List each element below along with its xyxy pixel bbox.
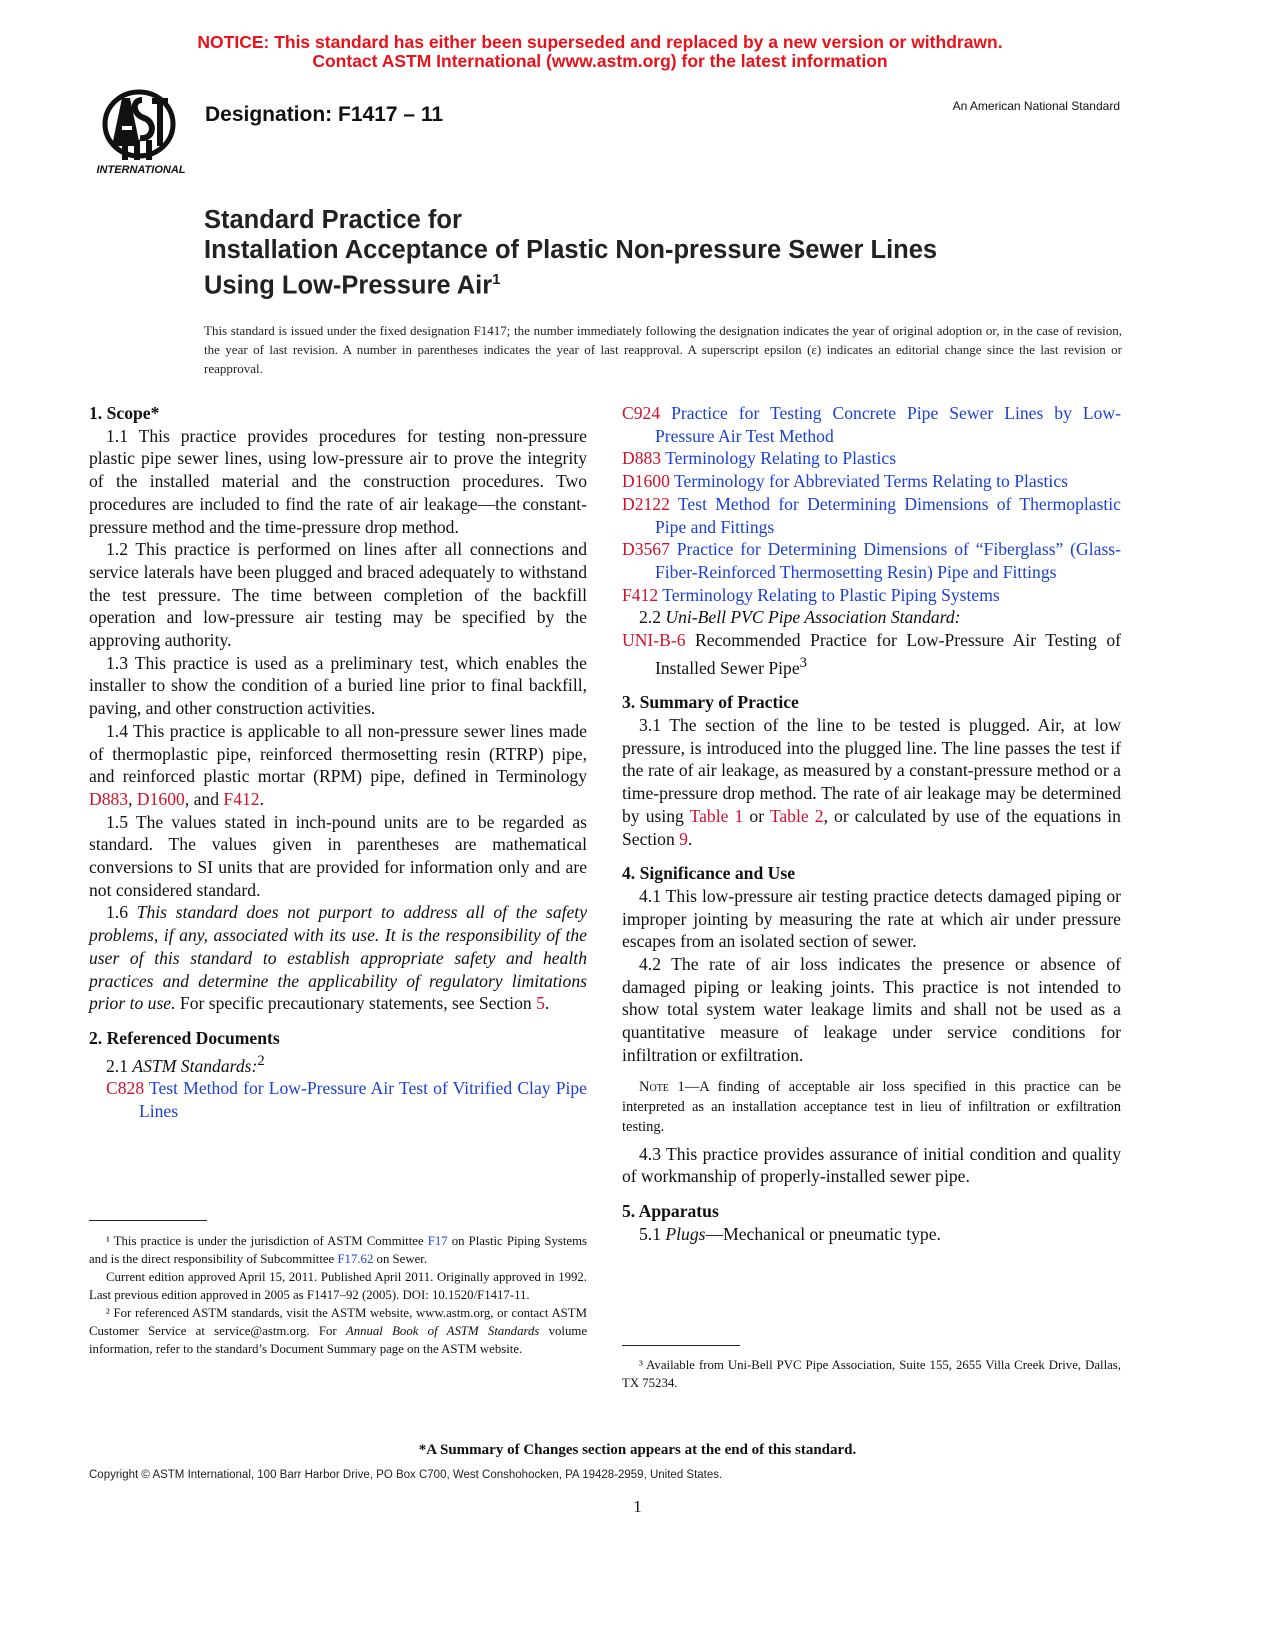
fn-text: on Sewer. [373,1252,428,1266]
conj: or [743,805,770,826]
ref-d883[interactable] [622,447,1121,470]
note-text: 1—A finding of acceptable air loss specified in this practice can be interpreted as an installation acceptance test in lieu of infiltration or exfiltration testing. [622,1078,1121,1135]
logo-text: INTERNATIONAL [96,164,186,176]
fn-text: ¹ This practice is under the jurisdiction of ASTM Committee [106,1234,428,1248]
period: . [544,993,550,1014]
para-5-1-text: —Mechanical or pneumatic type. [705,1223,941,1244]
sep: , and [184,788,224,809]
ref-code[interactable]: D2122 [622,493,670,514]
para-num: 5.1 [639,1223,666,1244]
link-f412[interactable]: F412 [223,788,260,809]
ref-d3567[interactable] [622,538,1121,583]
ref-title[interactable]: Practice for Testing Concrete Pipe Sewer Lines by Low-Pressure Air Test Method [655,403,1121,446]
ref-c924[interactable] [622,402,1121,447]
para-1-2: 1.2 This practice is performed on lines after all connections and service laterals have been plugged and braced adequately to withstand the test pressure. The time between completion of the backfill operation and low-pressure air testing may be specified by the approving authority. [89,539,587,651]
para-1-6 [89,901,587,1015]
para-num: 2.1 [106,1055,133,1076]
title-footnote-mark[interactable]: 1 [492,271,501,288]
para-1-5: 1.5 The values stated in inch-pound units are to be regarded as standard. The values given in parentheses are mathematical conversions to SI units that are provided for information only and are not considered standard. [89,811,587,900]
para-4-2: 4.2 The rate of air loss indicates the presence or absence of damaged piping or leaking joints. This practice is not intended to show total system water leakage limits and shall not be used as a quantitative measure of leakage under service conditions for infiltration or exfiltration. [622,954,1121,1065]
ref-title[interactable]: Practice for Determining Dimensions of “Fiberglass” (Glass-Fiber-Reinforced Thermosetting Resin) Pipe and Fittings [655,539,1121,582]
period: . [259,788,265,809]
ref-code[interactable]: D3567 [622,539,670,560]
note-label: Note [639,1078,669,1095]
section-3-heading: 3. Summary of Practice [622,692,799,713]
summary-of-changes-note: *A Summary of Changes section appears at the end of this standard. [418,1442,857,1458]
note-1 [622,1077,1121,1137]
title-line-1: Standard Practice for [204,206,462,234]
para-1-3: 1.3 This practice is used as a preliminary test, which enables the installer to show the condition of a buried line prior to final backfill, paving, and other construction activities. [89,652,587,719]
para-1-6-text: For specific precautionary statements, see Section [175,993,537,1014]
ref-title[interactable]: Test Method for Determining Dimensions of Thermoplastic Pipe and Fittings [655,493,1121,537]
para-2-2 [622,606,1121,629]
period: . [687,828,693,849]
title-line-3-text: Using Low-Pressure Air [204,271,493,300]
para-num: 2.2 [639,607,666,628]
para-1-1: 1.1 This practice provides procedures for testing non-pressure plastic pipe sewer lines, using low-pressure air to prove the integrity of the installed material and the construction procedures. Two procedures are included to find the rate of air leakage—the constant-pressure method and the time-pressure drop method. [89,425,587,537]
link-section-9[interactable]: 9 [679,828,688,849]
astm-logo-icon [92,88,190,178]
fn-text: ² For referenced ASTM standards, visit the ASTM website, www.astm.org, or contact ASTM Customer Service at service@astm.org. For [89,1306,587,1338]
title-line-2: Installation Acceptance of Plastic Non-pressure Sewer Lines [204,236,938,264]
sep: , [128,788,137,809]
ref-code[interactable]: C828 [106,1078,145,1099]
section-1-heading: 1. Scope* [89,403,160,423]
plugs-term: Plugs [665,1223,706,1244]
para-2-1 [89,1050,587,1078]
footnote-divider-right [622,1345,740,1346]
ref-c828[interactable] [89,1077,587,1122]
ref-title[interactable]: Test Method for Low-Pressure Air Test of Vitrified Clay Pipe Lines [139,1078,587,1121]
link-section-5[interactable]: 5 [536,993,545,1014]
ref-code[interactable]: F412 [622,584,659,605]
footnotes-left [89,1232,587,1358]
para-5-1 [622,1223,1121,1246]
ref-code[interactable]: UNI-B-6 [622,630,686,651]
link-table-1[interactable]: Table 1 [689,805,744,826]
title-line-3 [204,265,937,301]
ref-code[interactable]: D1600 [622,471,670,492]
footnote-mark-2[interactable]: 2 [257,1052,265,1069]
ref-title[interactable]: Terminology Relating to Plastics [665,448,897,469]
section-5-heading: 5. Apparatus [622,1200,719,1221]
para-3-1-text: , or calculated by use of the equations in Section [622,805,1121,849]
left-column [89,402,587,1123]
page-number: 1 [633,1497,642,1516]
ref-f412[interactable] [622,584,1121,607]
astm-standards-label: ASTM Standards: [132,1055,258,1076]
fn-text: on Plastic Piping Systems and is the direct responsibility of Subcommittee [89,1234,588,1266]
para-4-1: 4.1 This low-pressure air testing practice detects damaged piping or improper jointing by measuring the rate at which air under pressure escapes from an isolated section of sewer. [622,885,1121,952]
unibell-label: Uni-Bell PVC Pipe Association Standard: [665,607,961,628]
ref-d2122[interactable] [622,493,1121,538]
link-f17-62[interactable]: F17.62 [337,1252,374,1266]
document-title [204,205,937,301]
footnote-mark-3[interactable]: 3 [799,654,807,671]
notice-line-1: NOTICE: This standard has either been superseded and replaced by a new version or withdrawn. [197,32,1003,52]
para-3-1-text: 3.1 The section of the line to be tested is plugged. Air, at low pressure, is introduced into the plugged line. The line passes the test if the rate of air leakage, as measured by a constant-pressure method or a time-pressure drop method. The rate of air leakage may be determined by using [622,715,1121,826]
ref-title[interactable]: Terminology for Abbreviated Terms Relating to Plastics [674,471,1068,492]
right-column [622,402,1121,1245]
ref-title[interactable]: Terminology Relating to Plastic Piping Systems [662,584,1000,605]
link-table-2[interactable]: Table 2 [769,805,824,826]
issued-note: This standard is issued under the fixed designation F1417; the number immediately following the designation indicates the year of original adoption or, in the case of revision, the year of last revision. A number in parentheses indicates the year of last reapproval. A superscript epsilon (ε) indicates an editorial change since the last revision or reapproval. [204,323,1122,376]
section-4-heading: 4. Significance and Use [622,863,796,884]
section-2-heading: 2. Referenced Documents [89,1027,280,1048]
notice-line-2: Contact ASTM International (www.astm.org) for the latest information [312,51,888,71]
safety-caveat: This standard does not purport to address all of the safety problems, if any, associated with its use. It is the responsibility of the user of this standard to establish appropriate safety and health practices and determine the applicability of regulatory limitations prior to use. [89,902,588,1014]
para-4-3: 4.3 This practice provides assurance of initial condition and quality of workmanship of properly-installed sewer pipe. [622,1143,1121,1187]
para-3-1 [622,714,1121,850]
fn-text: volume information, refer to the standard’s Document Summary page on the ASTM website. [89,1324,588,1356]
footnote-3: ³ Available from Uni-Bell PVC Pipe Association, Suite 155, 2655 Villa Creek Drive, Dallas, TX 75234. [622,1358,1121,1390]
ref-title: Recommended Practice for Low-Pressure Air Testing of Installed Sewer Pipe [655,630,1121,678]
link-f17[interactable]: F17 [427,1234,448,1248]
ref-code[interactable]: D883 [622,448,662,469]
link-d883[interactable]: D883 [89,788,129,809]
designation: Designation: F1417 – 11 [205,103,444,126]
footnote-divider [89,1220,207,1221]
ref-code[interactable]: C924 [622,403,661,423]
annual-book-title: Annual Book of ASTM Standards [345,1324,540,1338]
footnote-1 [89,1232,587,1268]
ref-d1600[interactable] [622,470,1121,493]
footnote-1-edition: Current edition approved April 15, 2011. Published April 2011. Originally approved in 1992. Last previous edition approved in 2005 as F1417–92 (2005). DOI: 10.1520/F1417-11. [89,1270,587,1302]
footnote-2 [89,1304,587,1358]
para-1-4-text: 1.4 This practice is applicable to all non-pressure sewer lines made of thermoplastic pipe, reinforced thermosetting resin (RTRP) pipe, and reinforced plastic mortar (RPM) pipe, defined in Terminology [89,720,587,787]
ref-uni-b-6[interactable] [622,629,1121,679]
notice-banner [0,33,1200,71]
para-1-4 [89,720,587,811]
para-num: 1.6 [106,902,137,923]
american-national-standard: An American National Standard [952,99,1120,113]
copyright: Copyright © ASTM International, 100 Barr Harbor Drive, PO Box C700, West Conshohocken, PA 19428-2959, United States. [89,1469,723,1481]
link-d1600[interactable]: D1600 [136,788,185,809]
